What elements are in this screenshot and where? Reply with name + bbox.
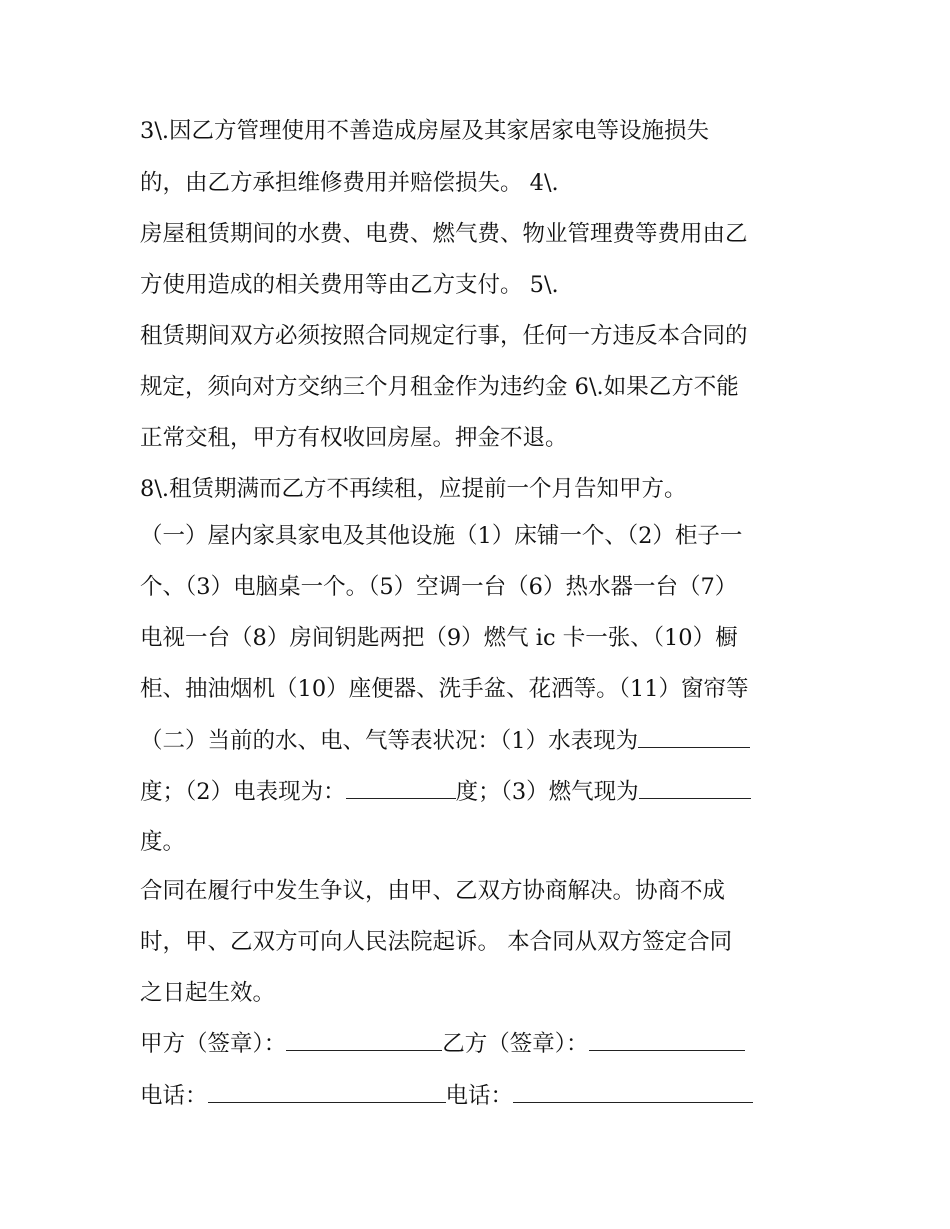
phone-line xyxy=(140,1080,753,1111)
text-line: 8\.租赁期满而乙方不再续租，应提前一个月告知甲方。 xyxy=(140,476,687,502)
meter-line-electric-gas xyxy=(140,776,751,807)
text-line: 电视一台（8）房间钥匙两把（9）燃气 ic 卡一张、（10）橱 xyxy=(140,625,738,651)
water-meter-blank[interactable] xyxy=(638,725,750,748)
text-line: 规定，须向对方交纳三个月租金作为违约金 6\.如果乙方不能 xyxy=(140,374,739,400)
meter-water-label: （二）当前的水、电、气等表状况：（1）水表现为 xyxy=(140,728,639,754)
text-line: 的，由乙方承担维修费用并赔偿损失。 4\. xyxy=(140,170,559,196)
phone-b-blank[interactable] xyxy=(513,1080,753,1103)
text-line: 度。 xyxy=(140,829,186,855)
text-line: 合同在履行中发生争议，由甲、乙双方协商解决。协商不成 xyxy=(140,878,726,904)
text-line: 个、（3）电脑桌一个。（5）空调一台（6）热水器一台（7） xyxy=(140,574,738,600)
text-line: 正常交租，甲方有权收回房屋。押金不退。 xyxy=(140,425,568,451)
meter-line-water xyxy=(140,725,750,756)
text-line: 方使用造成的相关费用等由乙方支付。 5\. xyxy=(140,272,559,298)
text-line: （一）屋内家具家电及其他设施（1）床铺一个、（2）柜子一 xyxy=(140,523,743,549)
signature-line xyxy=(140,1028,745,1059)
phone-b-label: 电话： xyxy=(445,1083,514,1109)
text-line: 租赁期间双方必须按照合同规定行事，任何一方违反本合同的 xyxy=(140,323,748,349)
party-a-sign-label: 甲方（签章）： xyxy=(140,1031,287,1057)
text-line: 时，甲、乙双方可向人民法院起诉。 本合同从双方签定合同 xyxy=(140,929,733,955)
party-b-sign-blank[interactable] xyxy=(589,1028,745,1051)
phone-a-label: 电话： xyxy=(140,1083,208,1109)
party-b-sign-label: 乙方（签章）： xyxy=(442,1031,589,1057)
text-line: 3\.因乙方管理使用不善造成房屋及其家居家电等设施损失 xyxy=(140,118,710,144)
meter-gas-label: 度；（3）燃气现为 xyxy=(455,779,639,805)
phone-a-blank[interactable] xyxy=(208,1080,446,1103)
text-line: 之日起生效。 xyxy=(140,980,276,1006)
gas-meter-blank[interactable] xyxy=(639,776,751,799)
text-line: 柜、抽油烟机（10）座便器、洗手盆、花洒等。（11）窗帘等 xyxy=(140,676,749,702)
party-a-sign-blank[interactable] xyxy=(286,1028,442,1051)
meter-electric-label: 度；（2）电表现为： xyxy=(140,779,346,805)
electric-meter-blank[interactable] xyxy=(346,776,456,799)
text-line: 房屋租赁期间的水费、电费、燃气费、物业管理费等费用由乙 xyxy=(140,221,748,247)
